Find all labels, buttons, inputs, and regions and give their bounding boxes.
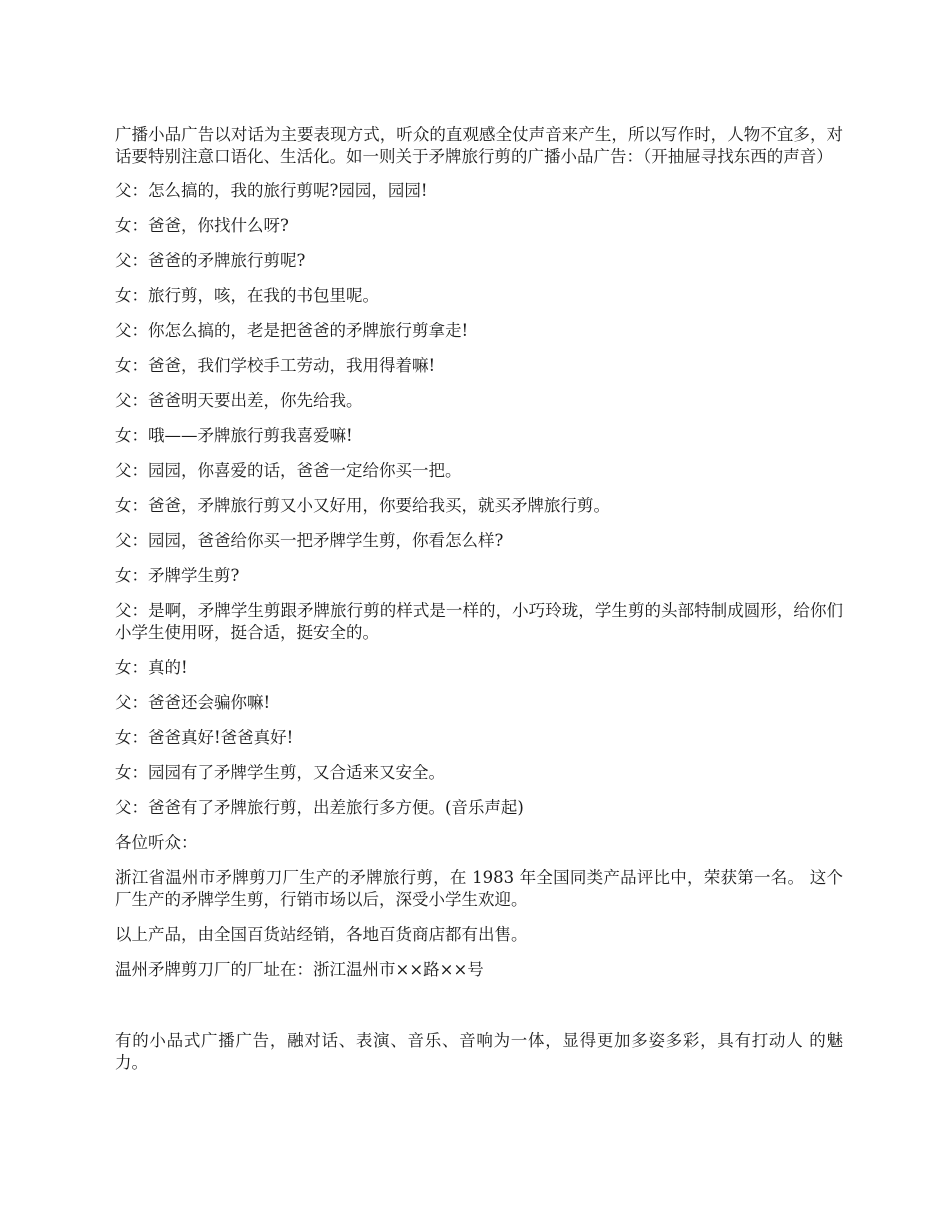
closing-paragraph: 有的小品式广播广告，融对话、表演、音乐、音响为一体，显得更加多姿多彩，具有打动人 的魅力。 <box>115 1031 843 1072</box>
dialogue-line: 女：爸爸，矛牌旅行剪又小又好用，你要给我买，就买矛牌旅行剪。 <box>115 496 610 515</box>
dialogue-line: 女：旅行剪，咳，在我的书包里呢。 <box>115 286 379 305</box>
announcer-section <box>115 832 843 981</box>
dialogue-line: 父：你怎么搞的，老是把爸爸的矛牌旅行剪拿走! <box>115 321 469 340</box>
dialogue-line: 女：真的! <box>115 658 188 677</box>
document-body <box>115 124 843 1087</box>
factory-address: 温州矛牌剪刀厂的厂址在：浙江温州市××路××号 <box>115 960 484 979</box>
announcer-paragraph: 以上产品，由全国百货站经销，各地百货商店都有出售。 <box>115 925 528 944</box>
dialogue-line: 父：园园，爸爸给你买一把矛牌学生剪，你看怎么样? <box>115 531 504 550</box>
dialogue-line: 父：爸爸的矛牌旅行剪呢? <box>115 251 306 270</box>
dialogue-line: 女：哦——矛牌旅行剪我喜爱嘛! <box>115 426 353 445</box>
dialogue-line: 女：矛牌学生剪? <box>115 566 240 585</box>
dialogue-line: 父：园园，你喜爱的话，爸爸一定给你买一把。 <box>115 461 462 480</box>
dialogue-line: 女：园园有了矛牌学生剪，又合适来又安全。 <box>115 763 445 782</box>
dialogue-line: 父：爸爸有了矛牌旅行剪，出差旅行多方便。(音乐声起) <box>115 798 524 817</box>
dialogue-line: 女：爸爸，我们学校手工劳动，我用得着嘛! <box>115 356 436 375</box>
dialogue-line: 父：怎么搞的，我的旅行剪呢?园园，园园! <box>115 181 428 200</box>
dialogue-section <box>115 180 843 819</box>
dialogue-line: 父：爸爸明天要出差，你先给我。 <box>115 391 363 410</box>
section-spacer <box>115 994 843 1030</box>
announcer-greeting: 各位听众： <box>115 833 198 852</box>
announcer-paragraph: 浙江省温州市矛牌剪刀厂生产的矛牌旅行剪，在 1983 年全国同类产品评比中，荣获第一名。 这个厂生产的矛牌学生剪，行销市场以后，深受小学生欢迎。 <box>115 868 843 909</box>
dialogue-line: 父：爸爸还会骗你嘛! <box>115 693 271 712</box>
intro-paragraph: 广播小品广告以对话为主要表现方式，听众的直观感全仗声音来产生，所以写作时，人物不宜多，对话要特别注意口语化、生活化。如一则关于矛牌旅行剪的广播小品广告：（开抽屉寻找东西的声音） <box>115 125 843 166</box>
dialogue-line: 女：爸爸，你找什么呀? <box>115 216 289 235</box>
dialogue-line: 女：爸爸真好!爸爸真好! <box>115 728 294 747</box>
dialogue-line: 父：是啊，矛牌学生剪跟矛牌旅行剪的样式是一样的，小巧玲珑，学生剪的头部特制成圆形，给你们小学生使用呀，挺合适，挺安全的。 <box>115 601 843 642</box>
